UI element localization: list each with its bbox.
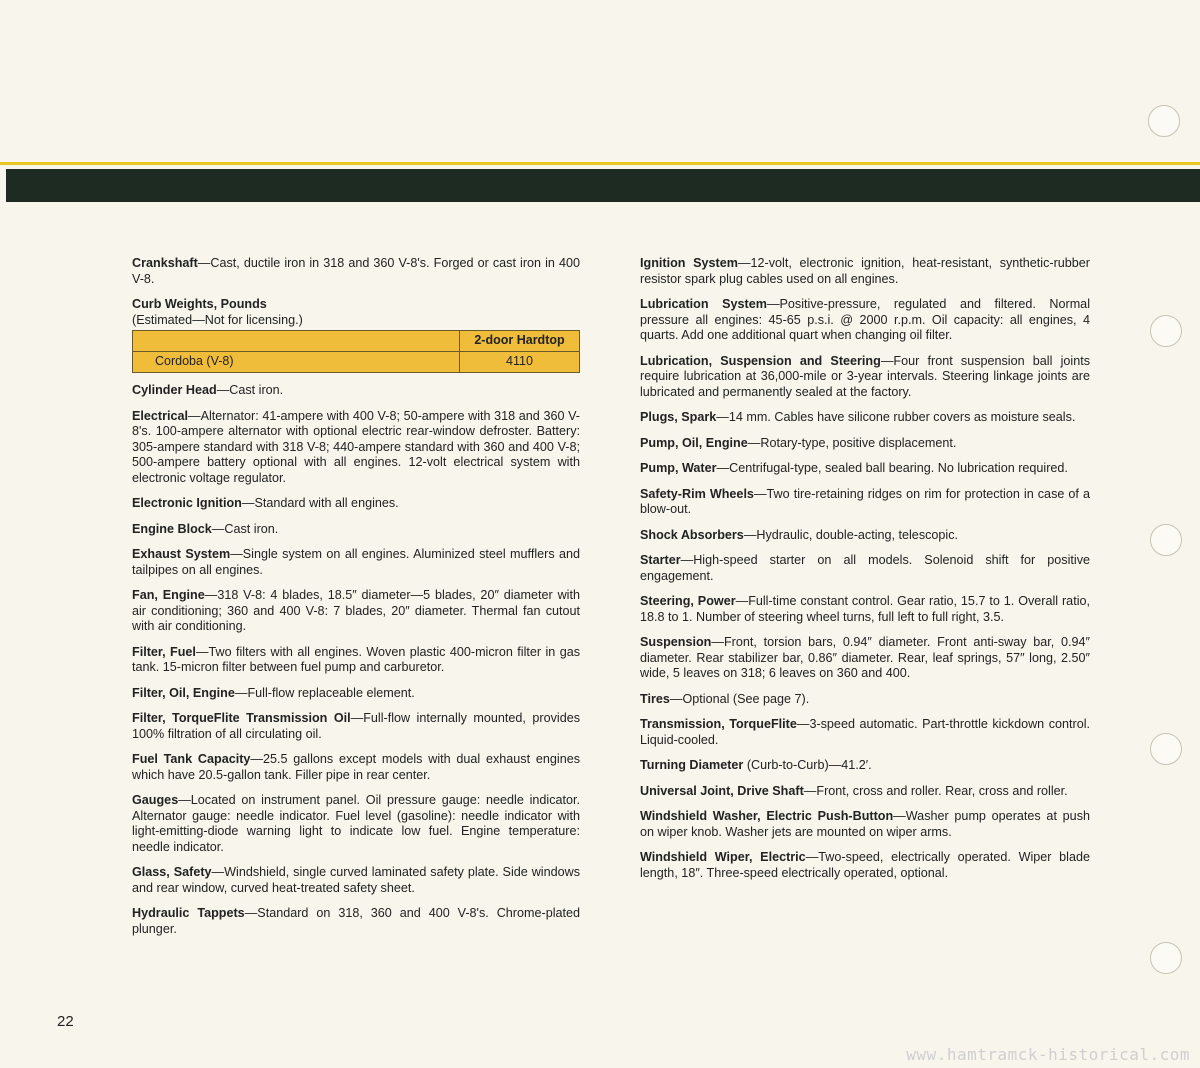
spec-entry	[132, 588, 580, 635]
spec-entry	[640, 594, 1090, 625]
spec-term: Glass, Safety	[132, 865, 212, 879]
spec-entry	[640, 553, 1090, 584]
table-header-blank	[133, 331, 460, 352]
spec-description: —25.5 gallons except models with dual exhaust engines which have 20.5-gallon tank. Filler pipe in rear center.	[132, 752, 581, 782]
spec-description: —Rotary-type, positive displacement.	[747, 435, 957, 450]
binder-hole	[1150, 942, 1182, 974]
spec-term: Filter, Oil, Engine	[132, 685, 235, 700]
spec-description: —Two filters with all engines. Woven plastic 400-micron filter in gas tank. 15-micron filter between fuel pump and carburetor.	[132, 644, 581, 674]
spec-entry	[640, 635, 1090, 682]
spec-description: —Centrifugal-type, sealed ball bearing. No lubrication required.	[716, 461, 1068, 475]
spec-entry	[640, 758, 1090, 774]
spec-entry	[132, 711, 580, 742]
spec-entry	[640, 809, 1090, 840]
spec-term: Transmission, TorqueFlite	[640, 717, 797, 731]
spec-description: —12-volt, electronic ignition, heat-resistant, synthetic-rubber resistor spark plug cables used on all engines.	[640, 256, 1090, 286]
spec-description: —Front, cross and roller. Rear, cross and roller.	[803, 783, 1068, 798]
binder-hole	[1150, 733, 1182, 765]
table-cell-weight: 4110	[460, 352, 580, 373]
spec-description: —Located on instrument panel. Oil pressure gauge: needle indicator. Alternator gauge: needle indicator. Fuel level (gasoline): needle indicator with light-emitting-diode warning light to indicate low fuel. Engine temperature: needle indicator.	[132, 793, 580, 854]
spec-description: —318 V-8: 4 blades, 18.5″ diameter—5 blades, 20″ diameter with air conditioning; 360 and 400 V-8: 7 blades, 20″ diameter. Thermal fan cutout with air conditioning.	[132, 588, 580, 633]
spec-description: —Front, torsion bars, 0.94″ diameter. Front anti-sway bar, 0.94″ diameter. Rear stabilizer bar, 0.86″ diameter. Rear, leaf springs, 57″ long, 2.50″ wide, 5 leaves on 318; 6 leaves on 360 and 400.	[640, 635, 1090, 680]
spec-description: —14 mm. Cables have silicone rubber covers as moisture seals.	[716, 410, 1076, 424]
spec-term: Lubrication, Suspension and Steering	[640, 353, 881, 368]
spec-entry	[640, 487, 1090, 518]
spec-description: —Windshield, single curved laminated safety plate. Side windows and rear window, curved heat-treated safety sheet.	[132, 865, 580, 895]
spec-description: —Two-speed, electrically operated. Wiper blade length, 18″. Three-speed electrically operated, optional.	[640, 850, 1090, 880]
spec-term: Filter, Fuel	[132, 644, 196, 659]
spec-entry	[132, 547, 580, 578]
spec-entry	[132, 522, 580, 538]
spec-entry	[640, 461, 1090, 477]
spec-description: —Alternator: 41-ampere with 400 V-8; 50-ampere with 318 and 360 V-8's. 100-ampere alternator with optional electric rear-window defroster. Battery: 305-ampere standard with 318 V-8; 440-ampere standard with 360 and 400 V-8; 500-ampere battery optional with all engines. 12-volt electrical system with electronic voltage regulator.	[132, 408, 580, 485]
spec-entry	[640, 410, 1090, 426]
spec-description: —Optional (See page 7).	[669, 691, 810, 706]
spec-term: Ignition System	[640, 256, 738, 270]
spec-description: —Standard with all engines.	[241, 496, 399, 510]
spec-description: —Hydraulic, double-acting, telescopic.	[743, 527, 959, 542]
spec-entry	[132, 645, 580, 676]
binder-hole	[1150, 315, 1182, 347]
spec-term: Windshield Wiper, Electric	[640, 850, 806, 864]
spec-term: Electrical	[132, 408, 189, 423]
spec-term: Pump, Oil, Engine	[640, 435, 748, 450]
spec-term: Steering, Power	[640, 594, 736, 608]
spec-term: Electronic Ignition	[132, 496, 242, 510]
spec-entry	[132, 256, 580, 287]
spec-description: —Full-flow replaceable element.	[234, 685, 415, 700]
spec-description: —Standard on 318, 360 and 400 V-8's. Chrome-plated plunger.	[132, 906, 581, 936]
spec-description: —Full-flow internally mounted, provides 100% filtration of all circulating oil.	[132, 711, 580, 741]
spec-description: —3-speed automatic. Part-throttle kickdown control. Liquid-cooled.	[640, 717, 1090, 747]
spec-description: —Full-time constant control. Gear ratio, 15.7 to 1. Overall ratio, 18.8 to 1. Number of steering wheel turns, full left to full right, 3.5.	[640, 594, 1090, 624]
spec-term: Turning Diameter	[640, 758, 744, 772]
spec-description: —Cast, ductile iron in 318 and 360 V-8's. Forged or cast iron in 400 V-8.	[132, 256, 580, 286]
spec-entry	[640, 784, 1090, 800]
spec-entry	[132, 409, 580, 487]
spec-description: —High-speed starter on all models. Solenoid shift for positive engagement.	[640, 553, 1090, 583]
table-row	[133, 352, 580, 373]
spec-term: Exhaust System	[132, 547, 231, 561]
spec-term: Cylinder Head	[132, 383, 217, 397]
spec-term: Shock Absorbers	[640, 527, 744, 542]
spec-entry	[640, 297, 1090, 344]
spec-term: Suspension	[640, 635, 712, 649]
watermark: www.hamtramck-historical.com	[906, 1045, 1190, 1064]
spec-entry	[640, 256, 1090, 287]
spec-entry	[132, 865, 580, 896]
spec-description: —Washer pump operates at push on wiper knob. Washer jets are mounted on wiper arms.	[640, 809, 1090, 839]
spec-entry	[640, 436, 1090, 452]
curb-weights-note: (Estimated—Not for licensing.)	[132, 312, 303, 327]
spec-entry	[640, 354, 1090, 401]
spec-description: —Four front suspension ball joints require lubrication at 36,000-mile or 3-year intervals. Steering linkage joints are lubricated and permanently sealed at the factory.	[640, 353, 1090, 399]
spec-term: Plugs, Spark	[640, 410, 717, 424]
spec-term: Lubrication System	[640, 297, 767, 311]
curb-weights-title: Curb Weights, Pounds	[132, 297, 267, 311]
header-band	[6, 169, 1200, 202]
curb-weights-table	[132, 330, 580, 373]
binder-hole	[1148, 105, 1180, 137]
spec-term: Universal Joint, Drive Shaft	[640, 783, 804, 798]
spec-entry	[132, 496, 580, 512]
spec-term: Engine Block	[132, 521, 212, 536]
table-cell-model: Cordoba (V-8)	[133, 352, 460, 373]
header-accent-line	[0, 162, 1200, 165]
spec-entry	[132, 752, 580, 783]
spec-entry	[640, 850, 1090, 881]
spec-entry	[132, 383, 580, 399]
spec-entry	[640, 528, 1090, 544]
spec-description: —Positive-pressure, regulated and filtered. Normal pressure all engines: 45-65 p.s.i. @ 2000 r.p.m. Oil capacity: all engines, 4 quarts. Add one additional quart when changing oil filter.	[640, 297, 1090, 342]
spec-term: Filter, TorqueFlite Transmission Oil	[132, 711, 351, 725]
spec-description: —Single system on all engines. Aluminized steel mufflers and tailpipes on all engines.	[132, 547, 581, 577]
left-column	[132, 256, 580, 947]
spec-term: Gauges	[132, 793, 179, 807]
spec-term: Fuel Tank Capacity	[132, 752, 251, 766]
table-column-header: 2-door Hardtop	[460, 331, 580, 352]
spec-term: Starter	[640, 553, 681, 567]
binder-hole	[1150, 524, 1182, 556]
spec-term: Fan, Engine	[132, 588, 205, 602]
spec-description: (Curb-to-Curb)—41.2′.	[743, 758, 872, 772]
spec-entry	[132, 793, 580, 855]
spec-term: Safety-Rim Wheels	[640, 486, 754, 501]
spec-term: Crankshaft	[132, 256, 198, 270]
right-column	[640, 256, 1090, 891]
spec-description: —Two tire-retaining ridges on rim for protection in case of a blow-out.	[640, 486, 1091, 516]
spec-term: Tires	[640, 691, 670, 706]
curb-weights-section	[132, 297, 580, 373]
spec-term: Windshield Washer, Electric Push-Button	[640, 809, 894, 823]
spec-entry	[640, 717, 1090, 748]
page-number: 22	[57, 1013, 74, 1030]
spec-term: Pump, Water	[640, 461, 717, 475]
spec-description: —Cast iron.	[211, 521, 279, 536]
spec-entry	[132, 686, 580, 702]
spec-entry	[640, 692, 1090, 708]
spec-term: Hydraulic Tappets	[132, 906, 245, 920]
spec-description: —Cast iron.	[216, 383, 284, 397]
spec-entry	[132, 906, 580, 937]
